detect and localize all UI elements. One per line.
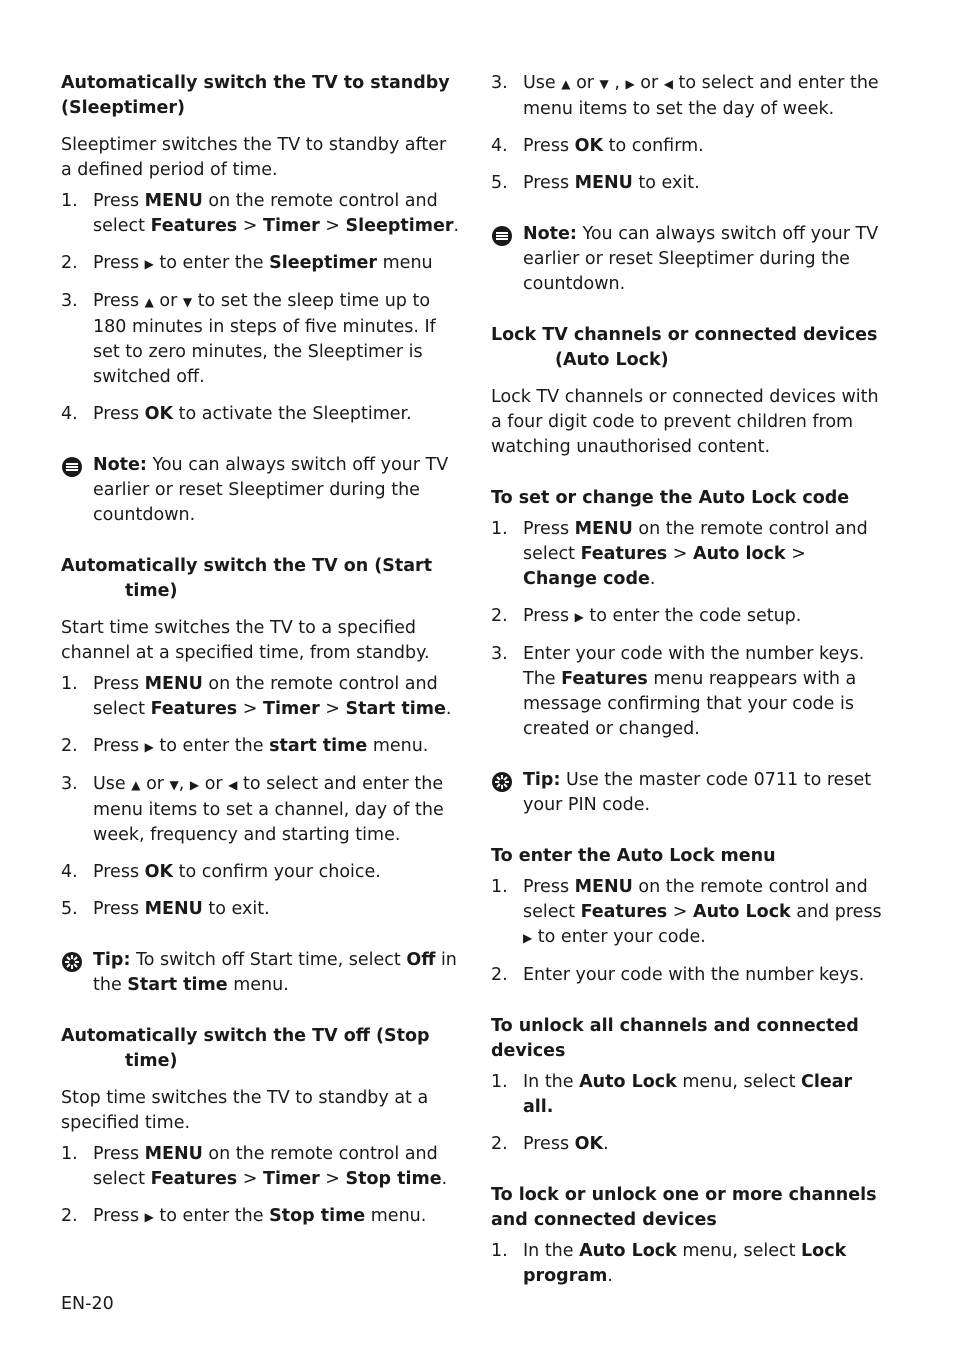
change-code-steps xyxy=(491,517,883,742)
step: 2. Press ▶ to enter the Stop time menu. xyxy=(61,1206,427,1226)
left-arrow-icon: ◀ xyxy=(663,77,673,91)
sleeptimer-steps xyxy=(61,189,461,427)
unlock-all-heading: To unlock all channels and connected devices xyxy=(491,1016,859,1061)
unlock-all-steps xyxy=(491,1070,883,1157)
right-arrow-icon: ▶ xyxy=(523,931,533,945)
stop-time-intro: Stop time switches the TV to standby at a specified time. xyxy=(61,1088,429,1133)
note-icon xyxy=(61,453,93,528)
sleeptimer-heading: Automatically switch the TV to standby (Sleeptimer) xyxy=(61,73,450,118)
step: 1. In the Auto Lock menu, select Clear all. xyxy=(491,1072,853,1117)
up-arrow-icon: ▲ xyxy=(144,295,154,309)
auto-lock-heading: Lock TV channels or connected devices (Auto Lock) xyxy=(491,325,878,370)
lock-one-steps xyxy=(491,1239,883,1289)
left-arrow-icon: ◀ xyxy=(228,778,238,792)
step: 2. Press ▶ to enter the code setup. xyxy=(491,606,802,626)
enter-auto-lock-heading: To enter the Auto Lock menu xyxy=(491,846,776,866)
stop-time-note: Note: You can always switch off your TV earlier or reset Sleeptimer during the countdown. xyxy=(491,222,883,297)
right-arrow-icon: ▶ xyxy=(189,778,200,792)
step: 1. In the Auto Lock menu, select Lock program. xyxy=(491,1241,847,1286)
right-arrow-icon: ▶ xyxy=(625,77,635,91)
step: 2. Press ▶ to enter the start time menu. xyxy=(61,736,429,756)
step: 4. Press OK to activate the Sleeptimer. xyxy=(61,404,412,424)
start-time-tip: Tip: To switch off Start time, select Off in the Start time menu. xyxy=(61,948,461,998)
step: 3. Use ▲ or ▼ , ▶ or ◀ to select and enter the menu items to set the day of week. xyxy=(491,73,879,119)
step: 1. Press MENU on the remote control and select Features > Timer > Sleeptimer. xyxy=(61,191,460,236)
step: 5. Press MENU to exit. xyxy=(491,173,700,193)
lock-one-heading: To lock or unlock one or more channels and connected devices xyxy=(491,1185,877,1230)
step: 3. Use ▲ or ▼, ▶ or ◀ to select and enter the menu items to set a channel, day of the week, frequency and starting time. xyxy=(61,774,444,845)
up-arrow-icon: ▲ xyxy=(561,77,571,91)
change-code-heading: To set or change the Auto Lock code xyxy=(491,488,850,508)
right-arrow-icon: ▶ xyxy=(144,740,154,754)
step: 3. Press ▲ or ▼ to set the sleep time up to 180 minutes in steps of five minutes. If set to zero minutes, the Sleeptimer is switched off. xyxy=(61,291,436,387)
start-time-heading: Automatically switch the TV on (Start time) xyxy=(61,556,433,601)
down-arrow-icon: ▼ xyxy=(169,778,179,792)
left-column xyxy=(61,71,461,1230)
enter-auto-lock-steps xyxy=(491,875,883,988)
step: 4. Press OK to confirm. xyxy=(491,136,704,156)
page-number: EN-20 xyxy=(61,1294,114,1314)
step: 1. Press MENU on the remote control and select Features > Timer > Start time. xyxy=(61,674,452,719)
start-time-steps xyxy=(61,672,461,922)
step: 1. Press MENU on the remote control and select Features > Timer > Stop time. xyxy=(61,1144,448,1189)
step: 1. Press MENU on the remote control and select Features > Auto Lock and press ▶ to enter your code. xyxy=(491,877,882,947)
sleeptimer-intro: Sleeptimer switches the TV to standby after a defined period of time. xyxy=(61,135,447,180)
step: 1. Press MENU on the remote control and select Features > Auto lock > Change code. xyxy=(491,519,868,589)
step: 4. Press OK to confirm your choice. xyxy=(61,862,381,882)
right-arrow-icon: ▶ xyxy=(144,1210,154,1224)
stop-time-steps xyxy=(61,1142,461,1230)
step: 5. Press MENU to exit. xyxy=(61,899,270,919)
stop-time-heading: Automatically switch the TV off (Stop time) xyxy=(61,1026,430,1071)
auto-lock-intro: Lock TV channels or connected devices with a four digit code to prevent children from watching unauthorised content. xyxy=(491,387,879,457)
right-arrow-icon: ▶ xyxy=(144,257,154,271)
step: 2. Press OK. xyxy=(491,1134,609,1154)
step: 2. Enter your code with the number keys. xyxy=(491,965,865,985)
tip-icon xyxy=(491,768,523,818)
right-column xyxy=(491,71,883,1289)
right-arrow-icon: ▶ xyxy=(574,610,584,624)
up-arrow-icon: ▲ xyxy=(131,778,141,792)
tip-icon xyxy=(61,948,93,998)
stop-time-steps-continued xyxy=(491,71,883,196)
step: 3. Enter your code with the number keys. The Features menu reappears with a message confirming that your code is created or changed. xyxy=(491,644,865,739)
master-code-tip: Tip: Use the master code 0711 to reset your PIN code. xyxy=(491,768,883,818)
sleeptimer-note: Note: You can always switch off your TV earlier or reset Sleeptimer during the countdown. xyxy=(61,453,461,528)
down-arrow-icon: ▼ xyxy=(182,295,193,309)
step: 2. Press ▶ to enter the Sleeptimer menu xyxy=(61,253,433,273)
down-arrow-icon: ▼ xyxy=(599,77,609,91)
start-time-intro: Start time switches the TV to a specified channel at a specified time, from standby. xyxy=(61,618,430,663)
note-icon xyxy=(491,222,523,297)
